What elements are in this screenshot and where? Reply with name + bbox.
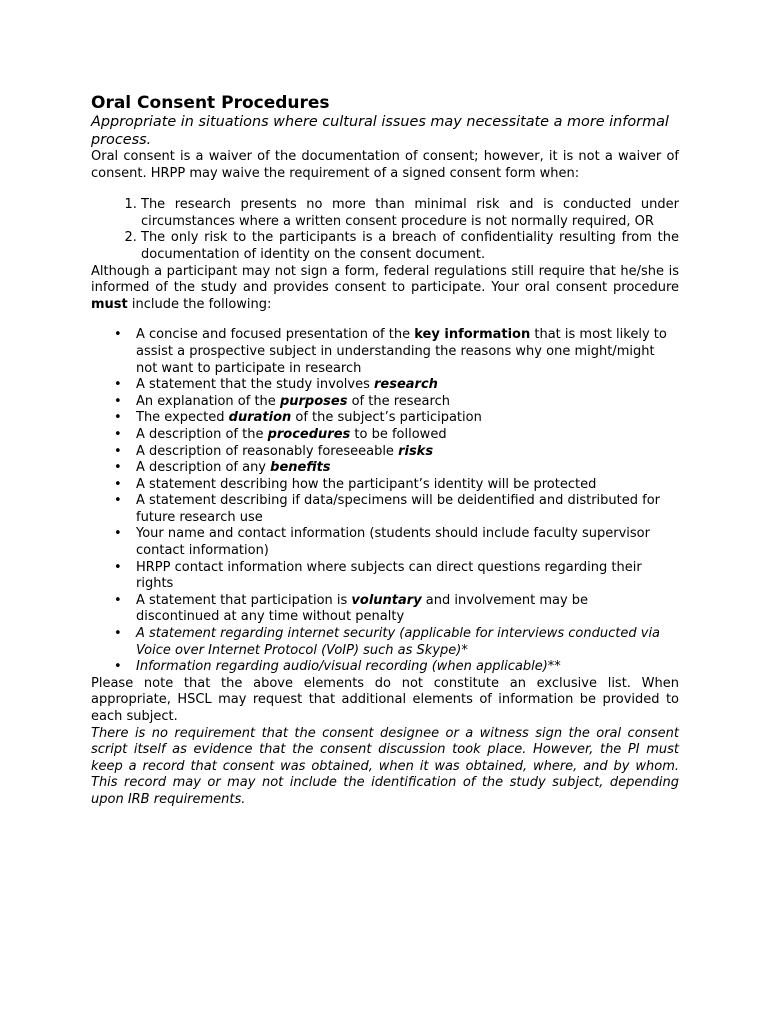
closing-paragraph: There is no requirement that the consent designee or a witness sign the oral consent script itself as evidence that the consent discussion took place. However, the PI must keep a record that consent was obtained, when it was obtained, where, and by whom. This record may or may not include the identification of the study subject, depending upon IRB requirements. [91,725,679,807]
item-emphasis: risks [398,443,434,459]
item-text-end: that is most likely to assist a prospective subject in understanding the reasons why one might/might not want to participate in research [136,327,667,376]
list-item [136,394,679,411]
item-emphasis: research [373,377,438,393]
item-text: The expected [136,410,229,426]
item-text: An explanation of the [136,393,280,409]
item-text-end: of the research [347,393,450,409]
conditions-list [91,197,679,263]
note-paragraph: Please note that the above elements do not constitute an exclusive list. When appropriate, HSCL may request that additional elements of information be provided to each subject. [91,675,679,724]
required-elements-list [91,327,679,675]
item-text: A concise and focused presentation of the [136,327,415,343]
list-item [136,444,679,461]
item-text-end: of the subject’s participation [291,410,482,426]
condition-item: 2. The only risk to the participants is a breach of confidentiality resulting from the documentation of identity on the consent document. [141,230,679,263]
condition-item: 1. The research presents no more than minimal risk and is conducted under circumstances where a written consent procedure is not normally required, OR [141,197,679,230]
item-text: A description of the [136,426,268,442]
page-title: Oral Consent Procedures [91,93,330,113]
item-emphasis: key information [414,327,531,343]
item-emphasis: voluntary [351,592,422,608]
item-emphasis: benefits [270,460,331,476]
list-item: • A statement describing how the participant’s identity will be protected [136,477,679,494]
list-item [136,327,679,377]
list-item [136,410,679,427]
item-text: A statement that the study involves [136,377,374,393]
requirement-emphasis: must [91,296,128,312]
item-emphasis: purposes [279,393,348,409]
list-item [136,460,679,477]
page-subtitle: Appropriate in situations where cultural issues may necessitate a more informal process. [91,114,669,148]
list-item [136,593,679,626]
list-item [136,427,679,444]
requirement-text: Although a participant may not sign a form, federal regulations still require that he/she is informed of the study and provides consent to participate. Your oral consent procedure [91,263,679,296]
intro-paragraph: Oral consent is a waiver of the documentation of consent; however, it is not a waiver of consent. HRPP may waive the requirement of a signed consent form when: [91,149,679,181]
item-text: A statement that participation is [136,592,352,608]
item-emphasis: procedures [267,426,351,442]
list-item: • A statement describing if data/specimens will be deidentified and distributed for future research use [136,493,679,526]
item-text-end: to be followed [350,426,447,442]
list-item: • A statement regarding internet security (applicable for interviews conducted via Voice over Internet Protocol (VoIP) such as Skype)* [136,626,679,659]
list-item: • Your name and contact information (students should include faculty supervisor contact information) [136,526,679,559]
item-emphasis: duration [228,410,292,426]
document-page [91,92,679,809]
list-item: • Information regarding audio/visual recording (when applicable)** [136,659,679,676]
list-item: • HRPP contact information where subjects can direct questions regarding their rights [136,560,679,593]
item-text: A description of any [136,460,271,476]
requirement-paragraph [91,264,679,314]
list-item [136,377,679,394]
item-text: A description of reasonably foreseeable [136,443,399,459]
requirement-text-end: include the following: [127,296,272,312]
item-text-end: and involvement may be discontinued at any time without penalty [136,592,589,625]
